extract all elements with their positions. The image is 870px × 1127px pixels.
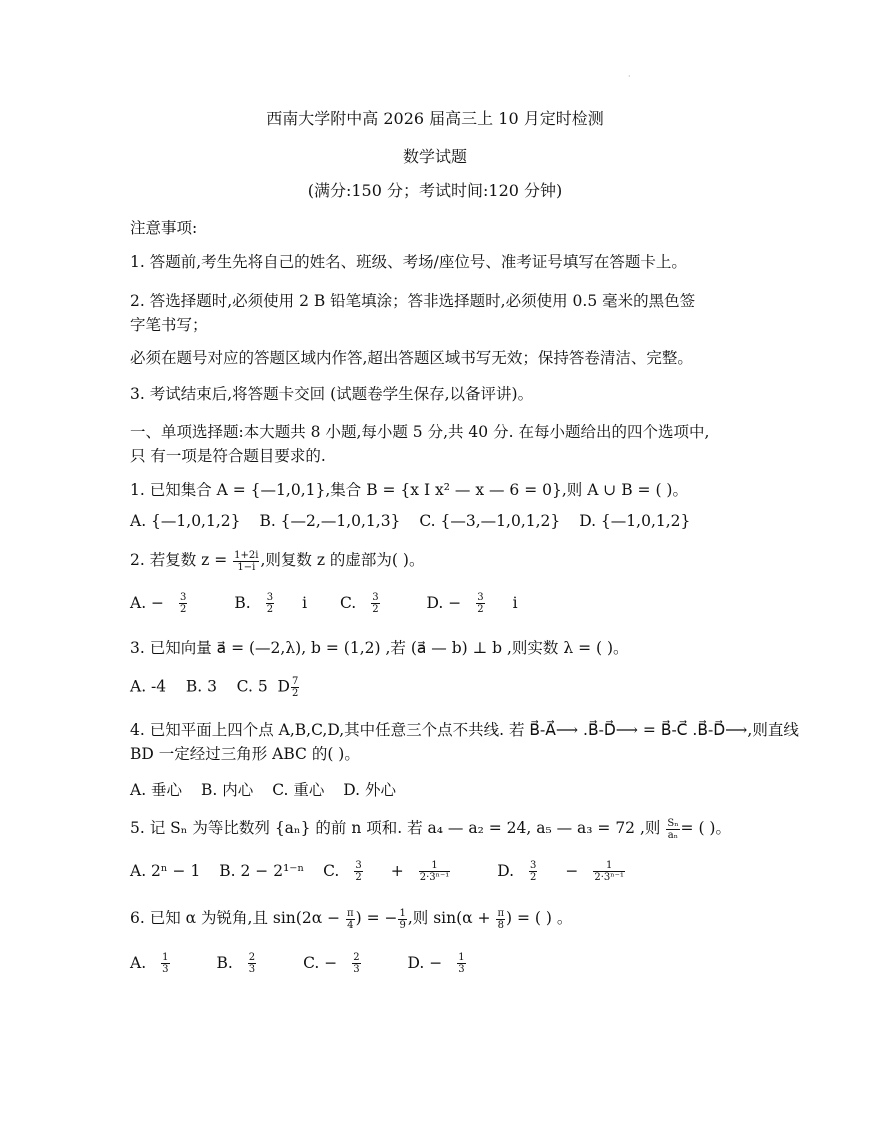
q1-option-d: D. {—1,0,1,2} xyxy=(579,512,691,530)
q6-options xyxy=(130,952,750,975)
q6-option-c: C. − $\frac{2}{3}$ xyxy=(303,952,360,975)
q4-option-c: C. 重心 xyxy=(272,781,325,799)
q2-frac-num: 1+2i xyxy=(234,549,259,561)
note-2-line2: 字笔书写； xyxy=(130,316,208,334)
q3-options xyxy=(130,676,750,699)
note-1: 1. 答题前,考生先将自己的姓名、班级、考场/座位号、准考证号填写在答题卡上。 xyxy=(130,253,687,271)
note-3: 3. 考试结束后,将答题卡交回 (试题卷学生保存,以备评讲)。 xyxy=(130,385,534,403)
q1-option-b: B. {—2,—1,0,1,3} xyxy=(259,512,401,530)
q1-option-c: C. {—3,—1,0,1,2} xyxy=(419,512,561,530)
q6-stem-post: ) = ( ) 。 xyxy=(506,909,573,927)
q5-option-b: B. 2 − 2¹⁻ⁿ xyxy=(219,861,305,880)
q5-stem-post: = ( )。 xyxy=(680,819,731,837)
q2-stem xyxy=(130,548,750,573)
q6-stem: 6. 已知 α 为锐角,且 sin(2α − $\frac{\pi}{4}$ ) = − $\frac{1}{9}$ ,则 sin(α + $\frac{\pi}{8}$ ) = ( ) 。 xyxy=(130,907,573,931)
q2-fraction xyxy=(233,550,259,573)
q4-stem-line1: 4. 已知平面上四个点 A,B,C,D,其中任意三个点不共线. 若 B⃗-A⃗⟶ .B⃗-D⃗⟶ = B⃗-C⃗ .B⃗-D⃗⟶,则直线 xyxy=(130,721,799,739)
q2-stem-pre: 2. 若复数 z = xyxy=(130,551,228,569)
q2-option-a: A. − $\frac{3}{2}$ xyxy=(130,592,187,615)
q4-option-d: D. 外心 xyxy=(343,781,397,799)
section1-intro-line1: 一、单项选择题:本大题共 8 小题,每小题 5 分,共 40 分. 在每小题给出的四个选项中, xyxy=(130,423,710,441)
q3-options-text: A. -4 B. 3 C. 5 D xyxy=(130,677,290,696)
q4-option-a: A. 垂心 xyxy=(130,781,183,799)
q5-fraction: $\frac{\text{Sₙ}}{\text{aₙ}}$ xyxy=(667,817,679,841)
q5-option-d: D. $\frac{3}{2}$ − $\frac{1}{\text{2·3ⁿ⁻¹}}$ xyxy=(497,860,624,883)
q6-stem-pre: 6. 已知 α 为锐角,且 sin xyxy=(130,909,296,927)
exam-meta: (满分:150 分；考试时间:120 分钟) xyxy=(307,181,563,200)
q2-option-b: B. $\frac{3}{2}$ i xyxy=(234,592,308,615)
q4-stem-line2: BD 一定经过三角形 ABC 的( )。 xyxy=(130,745,360,763)
exam-subject: 数学试题 xyxy=(402,147,467,166)
q2-options xyxy=(130,592,750,615)
q5-option-c: C. $\frac{3}{2}$ + $\frac{1}{\text{2·3ⁿ⁻¹}}$ xyxy=(323,860,450,883)
q5-option-a: A. 2ⁿ − 1 xyxy=(130,861,201,880)
q2-option-d: D. − $\frac{3}{2}$ i xyxy=(426,592,518,615)
q6-option-a: A. $\frac{1}{3}$ xyxy=(130,952,169,975)
q5-options xyxy=(130,860,750,883)
q4-option-b: B. 内心 xyxy=(201,781,254,799)
q4-options xyxy=(130,778,750,800)
corner-mark: · xyxy=(628,72,631,81)
section1-intro-line2: 只 有一项是符合题目要求的. xyxy=(130,447,326,465)
q6-one-ninth: $\frac{1}{9}$ xyxy=(399,907,406,931)
q2-stem-post: ,则复数 z 的虚部为( )。 xyxy=(260,551,425,569)
q6-pi-over-8: $\frac{\pi}{8}$ xyxy=(497,907,505,931)
q6-option-d: D. − $\frac{1}{3}$ xyxy=(407,952,465,975)
q2-option-c: C. $\frac{3}{2}$ xyxy=(339,592,379,615)
q1-options xyxy=(130,512,750,530)
q3-stem: 3. 已知向量 a⃗ = (—2,λ), b = (1,2) ,若 (a⃗ — b) ⊥ b ,则实数 λ = ( )。 xyxy=(130,639,629,657)
q2-frac-den: 1−i xyxy=(237,561,256,573)
q1-stem: 1. 已知集合 A = {—1,0,1},集合 B = {x I x² — x — 6 = 0},则 A ∪ B = ( )。 xyxy=(130,481,688,499)
q5-stem xyxy=(130,816,750,841)
notes-heading: 注意事项: xyxy=(130,219,198,237)
exam-title: 西南大学附中高 2026 届高三上 10 月定时检测 xyxy=(266,109,604,128)
q3-option-d-frac: $\frac{7}{2}$ xyxy=(291,676,299,699)
q6-pi-over-4: $\frac{\pi}{4}$ xyxy=(347,907,354,931)
q6-option-b: B. $\frac{2}{3}$ xyxy=(216,952,256,975)
q1-option-a: A. {—1,0,1,2} xyxy=(130,512,241,530)
note-2-line3: 必须在题号对应的答题区域内作答,超出答题区域书写无效；保持答卷清洁、完整。 xyxy=(130,349,693,367)
note-2-line1: 2. 答选择题时,必须使用 2 B 铅笔填涂；答非选择题时,必须使用 0.5 毫米的黑色签 xyxy=(130,292,696,310)
q5-stem-pre: 5. 记 Sₙ 为等比数列 {aₙ} 的前 n 项和. 若 a₄ — a₂ = 24, a₅ — a₃ = 72 ,则 xyxy=(130,819,661,837)
